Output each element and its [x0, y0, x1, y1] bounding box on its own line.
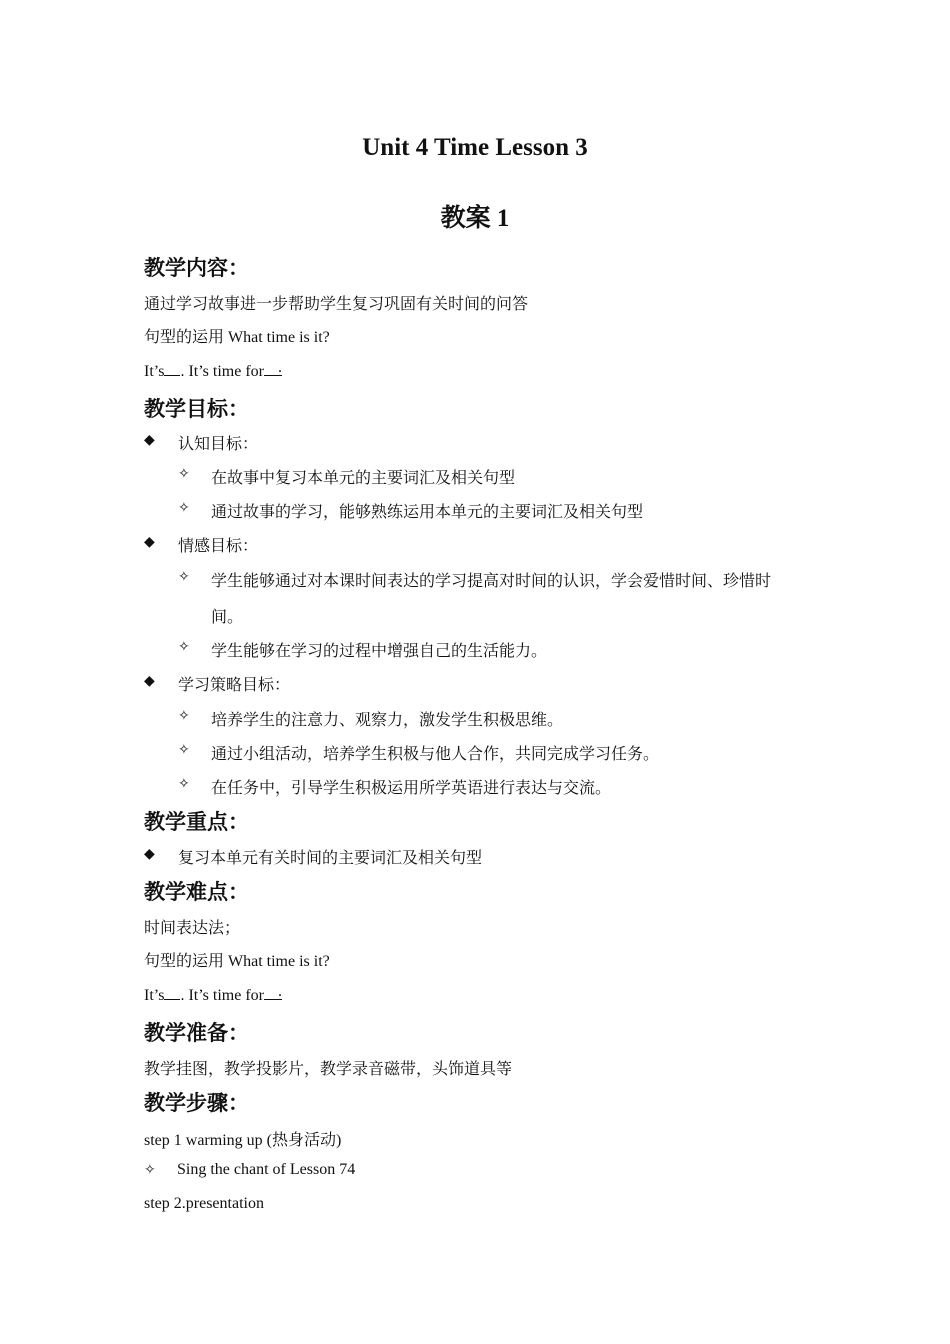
affective-label: 情感目标：: [178, 538, 259, 555]
section-heading-steps: 教学步骤：: [144, 1091, 249, 1115]
content-line-1: 通过学习故事进一步帮助学生复习巩固有关时间的问答: [144, 296, 529, 313]
content-line-3-part-a: It’s: [144, 363, 165, 380]
document-subtitle: 教案 1: [440, 205, 510, 232]
key-point-item: 复习本单元有关时间的主要词汇及相关句型: [178, 850, 483, 867]
preparation-line-1: 教学挂图，教学投影片，教学录音磁带，头饰道具等: [144, 1061, 513, 1078]
sparkle-bullet-icon: ✧: [178, 639, 190, 655]
difficulties-line-3-part-c: .: [278, 983, 282, 1000]
sparkle-bullet-icon: ✧: [178, 742, 190, 758]
affective-item: 学生能够在学习的过程中增强自己的生活能力。: [211, 643, 548, 660]
content-line-3: [144, 359, 282, 381]
diamond-bullet-icon: ◆: [144, 673, 155, 689]
cognitive-label: 认知目标：: [178, 436, 259, 453]
document-title: Unit 4 Time Lesson 3: [362, 134, 588, 161]
section-heading-objectives: 教学目标：: [144, 397, 249, 421]
diamond-bullet-icon: ◆: [144, 534, 155, 550]
sparkle-bullet-icon: ✧: [178, 466, 190, 482]
sparkle-bullet-icon: ✧: [144, 1162, 156, 1178]
sparkle-bullet-icon: ✧: [178, 500, 190, 516]
difficulties-line-3-part-b: . It’s time for: [180, 987, 264, 1004]
step-1-item: Sing the chant of Lesson 74: [177, 1161, 356, 1178]
content-line-3-part-b: . It’s time for: [180, 363, 264, 380]
strategy-item: 在任务中，引导学生积极运用所学英语进行表达与交流。: [211, 780, 612, 797]
step-1-title: step 1 warming up (热身活动): [144, 1132, 342, 1149]
affective-item-continuation: 间。: [211, 609, 244, 626]
section-heading-content: 教学内容：: [144, 256, 249, 280]
sparkle-bullet-icon: ✧: [178, 776, 190, 792]
diamond-bullet-icon: ◆: [144, 846, 155, 862]
affective-item: 学生能够通过对本课时间表达的学习提高对时间的认识，学会爱惜时间、珍惜时: [211, 573, 772, 590]
strategy-item: 通过小组活动，培养学生积极与他人合作，共同完成学习任务。: [211, 746, 660, 763]
diamond-bullet-icon: ◆: [144, 432, 155, 448]
section-heading-difficulties: 教学难点：: [144, 880, 249, 904]
sparkle-bullet-icon: ✧: [178, 708, 190, 724]
difficulties-line-1: 时间表达法；: [144, 920, 241, 937]
sparkle-bullet-icon: ✧: [178, 569, 190, 585]
fill-in-blank: [164, 362, 180, 376]
section-heading-preparation: 教学准备：: [144, 1021, 249, 1045]
cognitive-item: 通过故事的学习，能够熟练运用本单元的主要词汇及相关句型: [211, 504, 644, 521]
strategy-label: 学习策略目标：: [178, 677, 291, 694]
difficulties-line-3: [144, 983, 282, 1005]
content-line-3-part-c: .: [278, 359, 282, 376]
step-2-title: step 2.presentation: [144, 1195, 264, 1212]
difficulties-line-3-part-a: It’s: [144, 987, 165, 1004]
section-heading-key-points: 教学重点：: [144, 810, 249, 834]
cognitive-item: 在故事中复习本单元的主要词汇及相关句型: [211, 470, 516, 487]
strategy-item: 培养学生的注意力、观察力，激发学生积极思维。: [211, 712, 564, 729]
content-line-2: 句型的运用 What time is it?: [144, 329, 330, 346]
fill-in-blank: [264, 359, 282, 376]
fill-in-blank: [264, 983, 282, 1000]
difficulties-line-2: 句型的运用 What time is it?: [144, 953, 330, 970]
fill-in-blank: [164, 986, 180, 1000]
